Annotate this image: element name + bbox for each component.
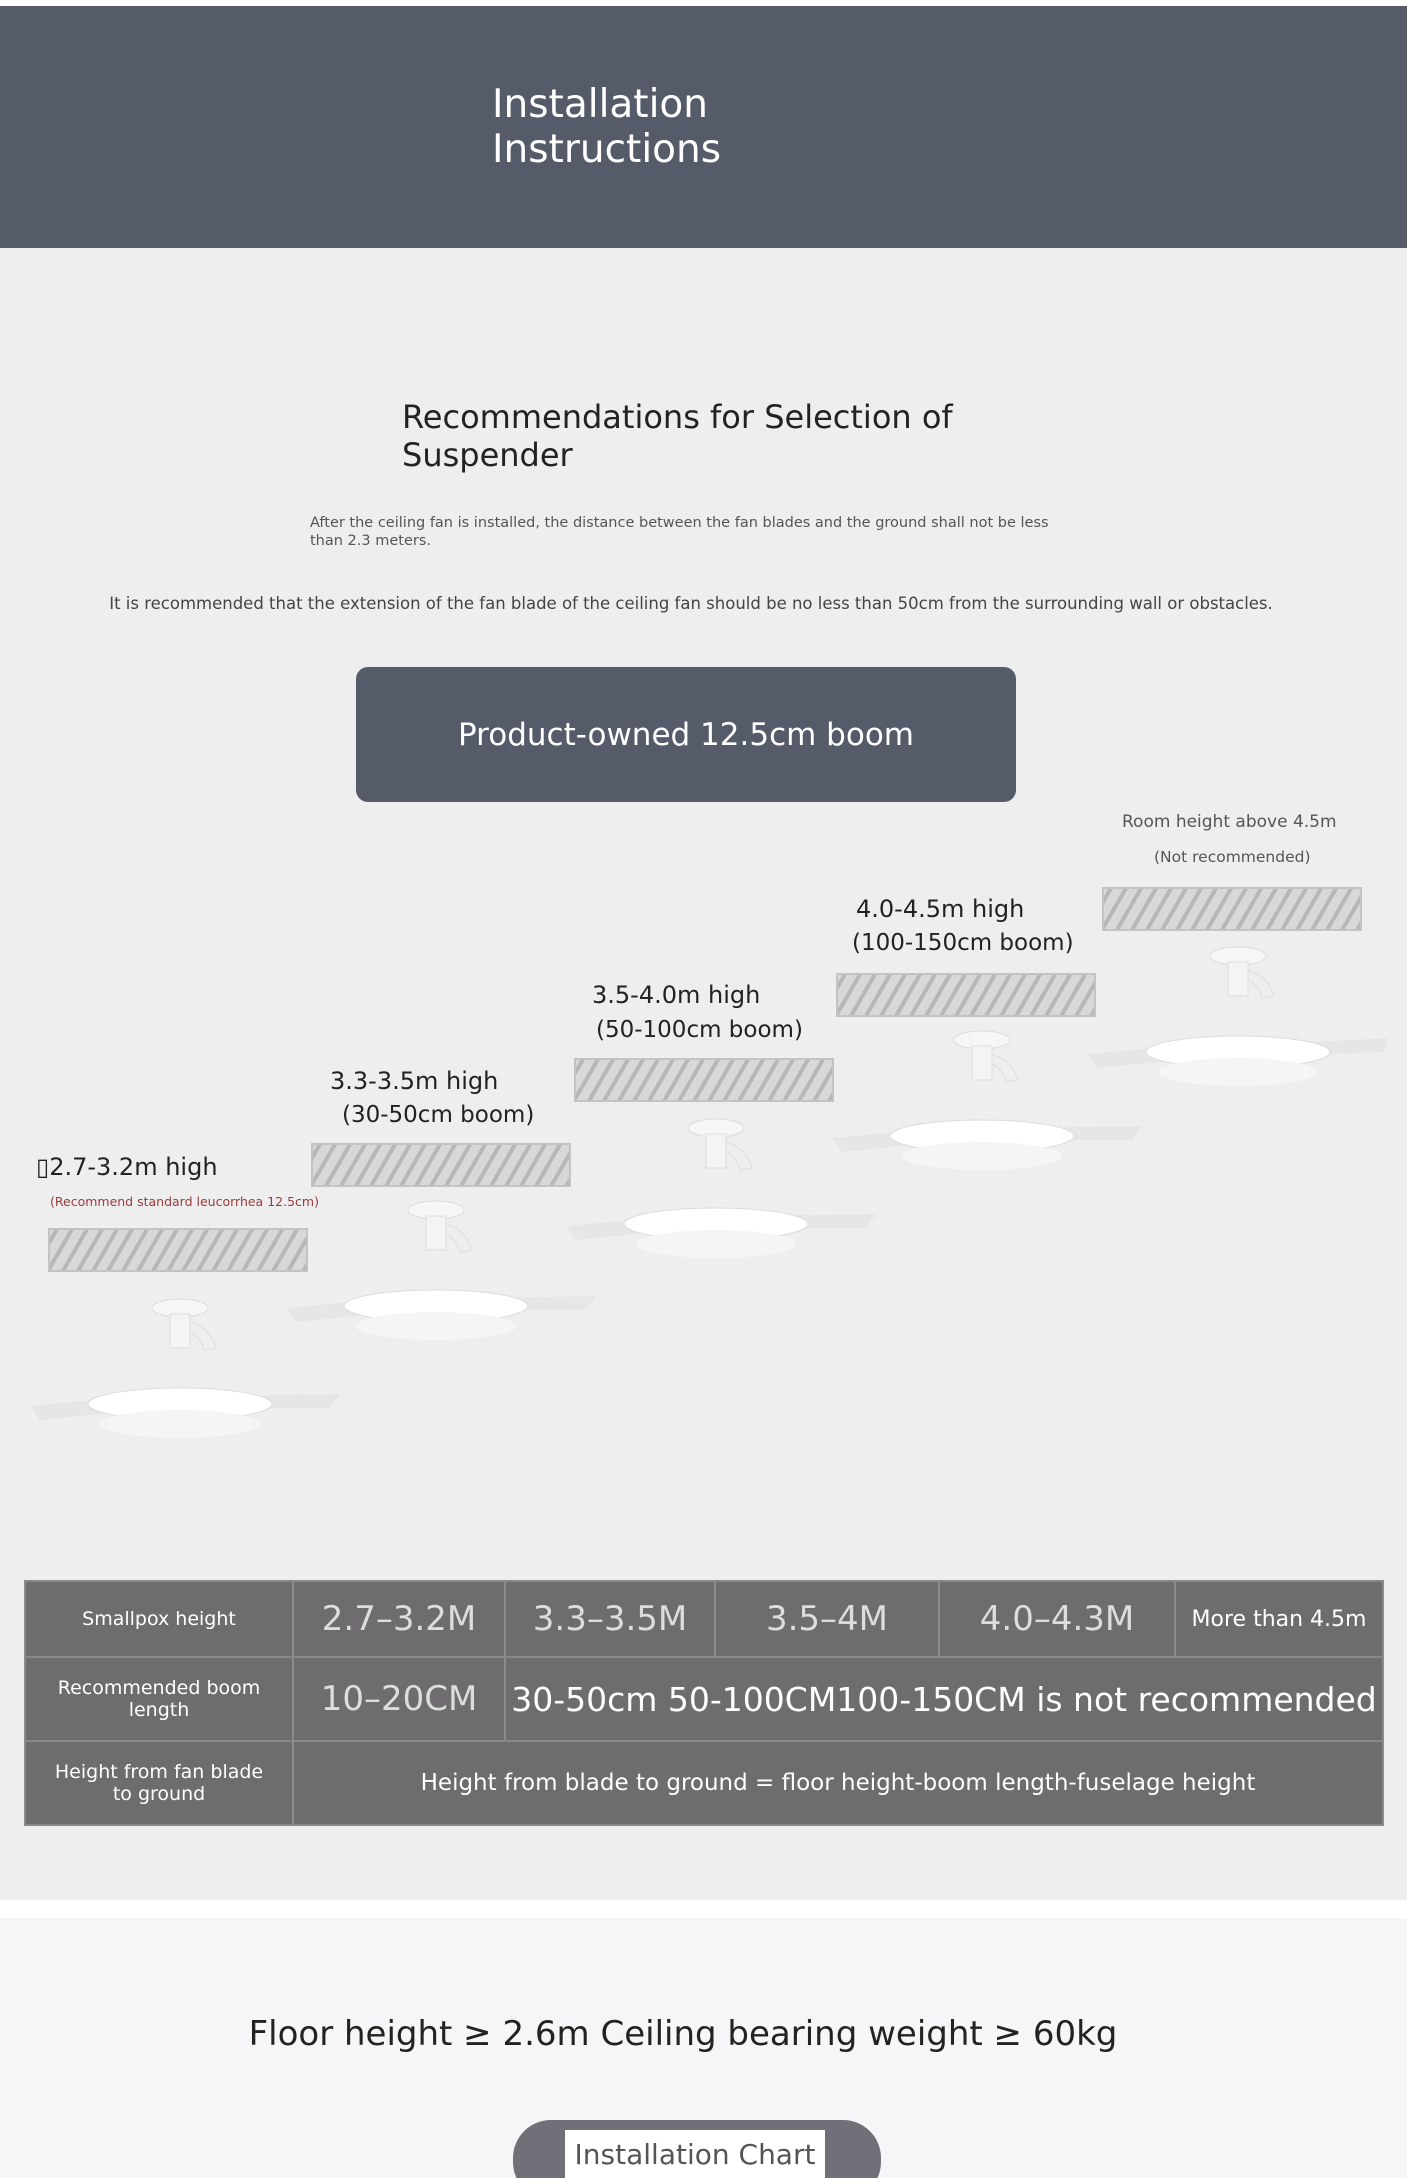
ceiling-hatch-2 — [311, 1143, 571, 1187]
step-3-boom: (50-100cm boom) — [596, 1017, 803, 1043]
page-title: Installation Instructions — [492, 82, 722, 172]
ceiling-hatch-5 — [1102, 887, 1362, 931]
boom-selection-table — [24, 1580, 1384, 1826]
table-row — [25, 1581, 1383, 1657]
step-4-boom: (100-150cm boom) — [852, 930, 1074, 956]
table-cell: 4.0–4.3M — [939, 1581, 1175, 1657]
step-4-height: 4.0-4.5m high — [856, 895, 1025, 923]
row-header-smallpox-height: Smallpox height — [25, 1581, 293, 1657]
fan-icon-5 — [1088, 946, 1407, 1096]
installation-chart-label: Installation Chart — [565, 2130, 825, 2178]
step-2-boom: (30-50cm boom) — [342, 1102, 535, 1128]
table-row — [25, 1741, 1383, 1825]
header-banner — [0, 6, 1407, 248]
boom-box-label: Product-owned 12.5cm boom — [458, 716, 914, 753]
table-cell: 2.7–3.2M — [293, 1581, 505, 1657]
row-header-blade-height: Height from fan blade to ground — [25, 1741, 293, 1825]
table-cell: More than 4.5m — [1175, 1581, 1383, 1657]
boom-box — [356, 667, 1016, 802]
ceiling-hatch-4 — [836, 973, 1096, 1017]
row-header-boom-length: Recommended boom length — [25, 1657, 293, 1741]
table-row — [25, 1657, 1383, 1741]
step-1-height: ▯2.7-3.2m high — [36, 1153, 218, 1181]
ceiling-hatch-3 — [574, 1058, 834, 1102]
step-5-boom: (Not recommended) — [1154, 848, 1311, 866]
step-3-height: 3.5-4.0m high — [592, 981, 761, 1009]
step-5-height: Room height above 4.5m — [1122, 812, 1337, 832]
table-cell-formula: Height from blade to ground = floor height-boom length-fuselage height — [293, 1741, 1383, 1825]
recommendations-title: Recommendations for Selection of Suspender — [402, 398, 953, 474]
floor-height-requirement: Floor height ≥ 2.6m Ceiling bearing weight ≥ 60kg — [248, 2014, 1118, 2054]
table-cell: 3.5–4M — [715, 1581, 939, 1657]
recommendation-text-wall-distance: It is recommended that the extension of the fan blade of the ceiling fan should be no less than 50cm from the surrounding wall or obstacles. — [109, 594, 1273, 613]
recommendation-text-blade-height: After the ceiling fan is installed, the distance between the fan blades and the ground shall not be less than 2.3 meters. — [310, 515, 1049, 549]
table-cell: 10–20CM — [293, 1657, 505, 1741]
ceiling-hatch-1 — [48, 1228, 308, 1272]
table-cell: 3.3–3.5M — [505, 1581, 715, 1657]
fan-icon-2 — [286, 1200, 606, 1350]
step-2-height: 3.3-3.5m high — [330, 1067, 499, 1095]
table-cell: 30-50cm 50-100CM100-150CM is not recommended — [505, 1657, 1383, 1741]
step-1-boom: (Recommend standard leucorrhea 12.5cm) — [50, 1194, 319, 1209]
